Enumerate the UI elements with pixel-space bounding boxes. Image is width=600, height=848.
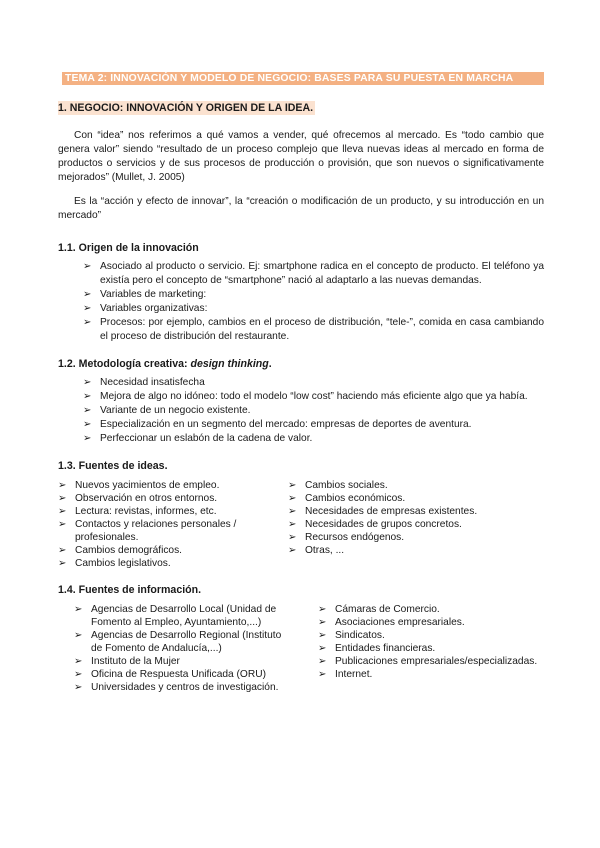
arrow-bullet-icon: ➢: [83, 317, 92, 328]
list-item: ➢ Internet.: [318, 669, 373, 680]
list-item: ➢ Publicaciones empresariales/especializadas.: [318, 656, 538, 667]
intro-paragraph: Con “idea” nos referimos a qué vamos a vender, qué ofrecemos al mercado. Es “todo cambio que genera valor” siendo “resultado de un proceso complejo que lleva nuevas ideas al mercado en forma de productos o servicios y de sus procesos de producción o provisión, que son nuevos o significativamente mejorados” (Mullet, J. 2005): [58, 130, 544, 183]
arrow-bullet-icon: ➢: [288, 480, 297, 491]
list-item: ➢ Asociado al producto o servicio. Ej: smartphone radica en el concepto de producto. El teléfono ya existía pero el concepto de “smartphone” nació al adaptarlo a las nuevas demandas.: [83, 261, 544, 286]
list-item: ➢ Cambios demográficos.: [58, 545, 183, 556]
list-item: ➢ Instituto de la Mujer: [74, 656, 180, 667]
arrow-bullet-icon: ➢: [58, 493, 67, 504]
list-item: ➢ Variables de marketing:: [83, 289, 207, 300]
list-item: ➢ Variables organizativas:: [83, 303, 208, 314]
arrow-bullet-icon: ➢: [318, 643, 327, 654]
list-item: ➢ Variante de un negocio existente.: [83, 405, 251, 416]
subsection-heading-1-2: 1.2. Metodología creativa: design thinking.: [58, 358, 272, 370]
list-item: ➢ Procesos: por ejemplo, cambios en el proceso de distribución, “tele-”, comida en casa cambiando el proceso de distribución del restaurante.: [83, 317, 544, 342]
arrow-bullet-icon: ➢: [58, 480, 67, 491]
subsection-heading-1-1: 1.1. Origen de la innovación: [58, 242, 199, 254]
info-sources-left-list: [58, 603, 287, 694]
arrow-bullet-icon: ➢: [83, 433, 92, 444]
list-item: ➢ Mejora de algo no idóneo: todo el modelo “low cost” haciendo más eficiente algo que ya había.: [83, 391, 528, 402]
list-item: ➢ Necesidades de empresas existentes.: [288, 506, 478, 517]
arrow-bullet-icon: ➢: [83, 405, 92, 416]
arrow-bullet-icon: ➢: [288, 545, 297, 556]
list-item: ➢ Otras, ...: [288, 545, 345, 556]
list-item: ➢ Nuevos yacimientos de empleo.: [58, 480, 220, 491]
list-item: ➢ Lectura: revistas, informes, etc.: [58, 506, 217, 517]
arrow-bullet-icon: ➢: [74, 656, 83, 667]
arrow-bullet-icon: ➢: [74, 630, 83, 641]
arrow-bullet-icon: ➢: [83, 419, 92, 430]
list-item: ➢ Cambios sociales.: [288, 480, 388, 491]
arrow-bullet-icon: ➢: [288, 506, 297, 517]
arrow-bullet-icon: ➢: [288, 532, 297, 543]
arrow-bullet-icon: ➢: [318, 669, 327, 680]
info-sources-right-list: [294, 603, 544, 694]
list-item: ➢ Perfeccionar un eslabón de la cadena de valor.: [83, 433, 313, 444]
list-item: ➢ Necesidad insatisfecha: [83, 377, 205, 388]
document-page: [58, 70, 544, 694]
list-item: ➢ Observación en otros entornos.: [58, 493, 218, 504]
idea-sources-columns: [58, 479, 544, 570]
arrow-bullet-icon: ➢: [74, 669, 83, 680]
arrow-bullet-icon: ➢: [74, 604, 83, 615]
list-item: ➢ Cambios legislativos.: [58, 558, 171, 569]
list-item: ➢ Especialización en un segmento del mercado: empresas de deportes de aventura.: [83, 419, 472, 430]
arrow-bullet-icon: ➢: [58, 506, 67, 517]
list-item: ➢ Sindicatos.: [318, 630, 385, 641]
arrow-bullet-icon: ➢: [318, 617, 327, 628]
arrow-bullet-icon: ➢: [288, 519, 297, 530]
list-item: ➢ Universidades y centros de investigación.: [74, 682, 279, 693]
subsection-heading-1-4: 1.4. Fuentes de información.: [58, 584, 202, 596]
list-item: ➢ Cámaras de Comercio.: [318, 604, 440, 615]
arrow-bullet-icon: ➢: [83, 377, 92, 388]
subsection-heading-1-3: 1.3. Fuentes de ideas.: [58, 460, 168, 472]
arrow-bullet-icon: ➢: [83, 303, 92, 314]
list-item: ➢ Agencias de Desarrollo Regional (Instituto de Fomento de Andalucía,...): [74, 630, 282, 654]
list-item: ➢ Necesidades de grupos concretos.: [288, 519, 462, 530]
list-item: ➢ Cambios económicos.: [288, 493, 406, 504]
creative-methodology-list: [58, 376, 544, 446]
arrow-bullet-icon: ➢: [58, 545, 67, 556]
arrow-bullet-icon: ➢: [58, 558, 67, 569]
idea-sources-left-list: [58, 479, 288, 570]
idea-sources-right-list: [288, 479, 514, 570]
arrow-bullet-icon: ➢: [83, 289, 92, 300]
arrow-bullet-icon: ➢: [318, 656, 327, 667]
arrow-bullet-icon: ➢: [83, 391, 92, 402]
list-item: ➢ Entidades financieras.: [318, 643, 436, 654]
list-item: ➢ Asociaciones empresariales.: [318, 617, 465, 628]
arrow-bullet-icon: ➢: [318, 630, 327, 641]
arrow-bullet-icon: ➢: [74, 682, 83, 693]
arrow-bullet-icon: ➢: [318, 604, 327, 615]
definition-paragraph: Es la “acción y efecto de innovar”, la “creación o modificación de un producto, y su introducción en un mercado”: [58, 196, 544, 221]
list-item: ➢ Oficina de Respuesta Unificada (ORU): [74, 669, 266, 680]
topic-banner: TEMA 2: INNOVACIÓN Y MODELO DE NEGOCIO: BASES PARA SU PUESTA EN MARCHA: [62, 72, 544, 85]
arrow-bullet-icon: ➢: [83, 261, 92, 272]
section-heading-1: 1. NEGOCIO: INNOVACIÓN Y ORIGEN DE LA IDEA.: [58, 102, 314, 114]
arrow-bullet-icon: ➢: [288, 493, 297, 504]
arrow-bullet-icon: ➢: [58, 519, 67, 530]
info-sources-columns: [58, 603, 544, 694]
list-item: ➢ Agencias de Desarrollo Local (Unidad de Fomento al Empleo, Ayuntamiento,...): [74, 604, 277, 628]
list-item: ➢ Contactos y relaciones personales / profesionales.: [58, 519, 237, 543]
list-item: ➢ Recursos endógenos.: [288, 532, 405, 543]
origin-list: [58, 260, 544, 344]
